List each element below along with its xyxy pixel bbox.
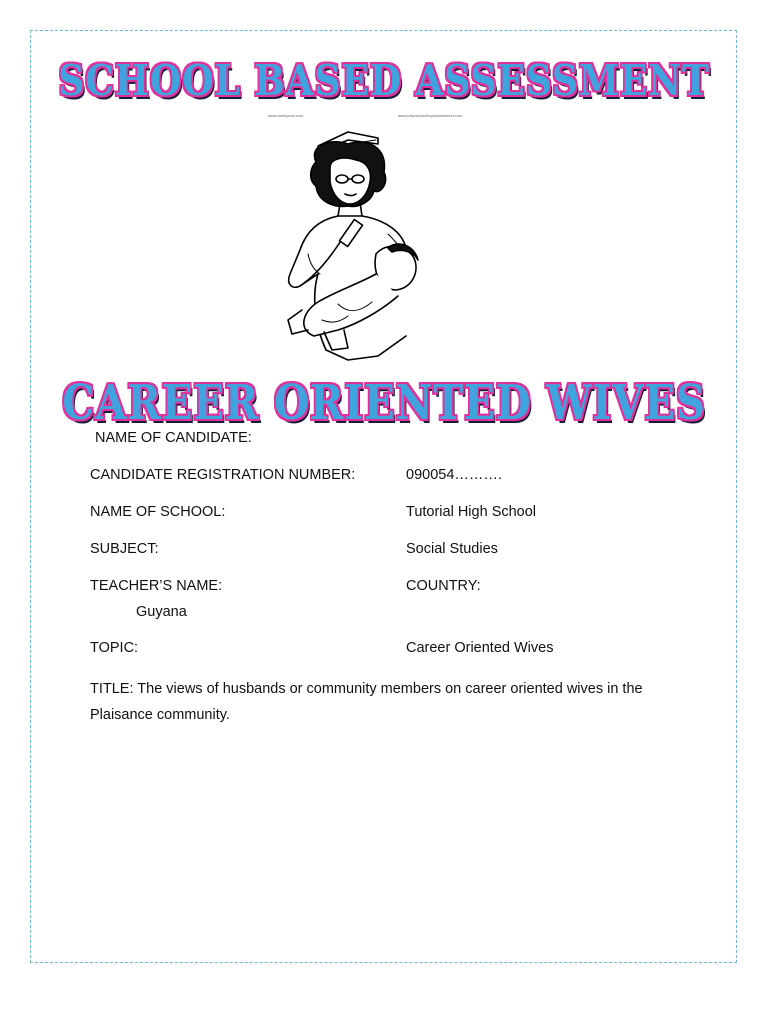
school-value: Tutorial High School: [406, 504, 537, 520]
nurse-with-baby-illustration: [278, 124, 448, 366]
registration-value: 090054……….: [406, 467, 502, 483]
fine-print-right: www.prepschooltopicworksheet.com: [398, 113, 463, 118]
topic-label: TOPIC:: [90, 640, 139, 656]
page-title: [54, 56, 714, 105]
subject-value: Social Studies: [406, 541, 498, 557]
title-paragraph: TITLE: The views of husbands or community members on career oriented wives in the Plaisance community.: [90, 681, 643, 723]
school-label: NAME OF SCHOOL:: [90, 504, 226, 520]
fine-print-left: www.autolycos.com: [268, 113, 304, 118]
candidate-name-label: NAME OF CANDIDATE:: [95, 430, 252, 446]
page-title-text: SCHOOL BASED ASSESSMENT: [58, 56, 710, 105]
topic-banner: [61, 375, 706, 431]
subject-label: SUBJECT:: [90, 541, 159, 557]
teacher-label: TEACHER’S NAME:: [90, 578, 223, 594]
registration-label: CANDIDATE REGISTRATION NUMBER:: [90, 467, 356, 483]
topic-value: Career Oriented Wives: [406, 640, 554, 656]
topic-banner-text: CAREER ORIENTED WIVES: [62, 375, 706, 431]
country-label: COUNTRY:: [406, 578, 481, 594]
country-value: Guyana: [136, 604, 187, 620]
